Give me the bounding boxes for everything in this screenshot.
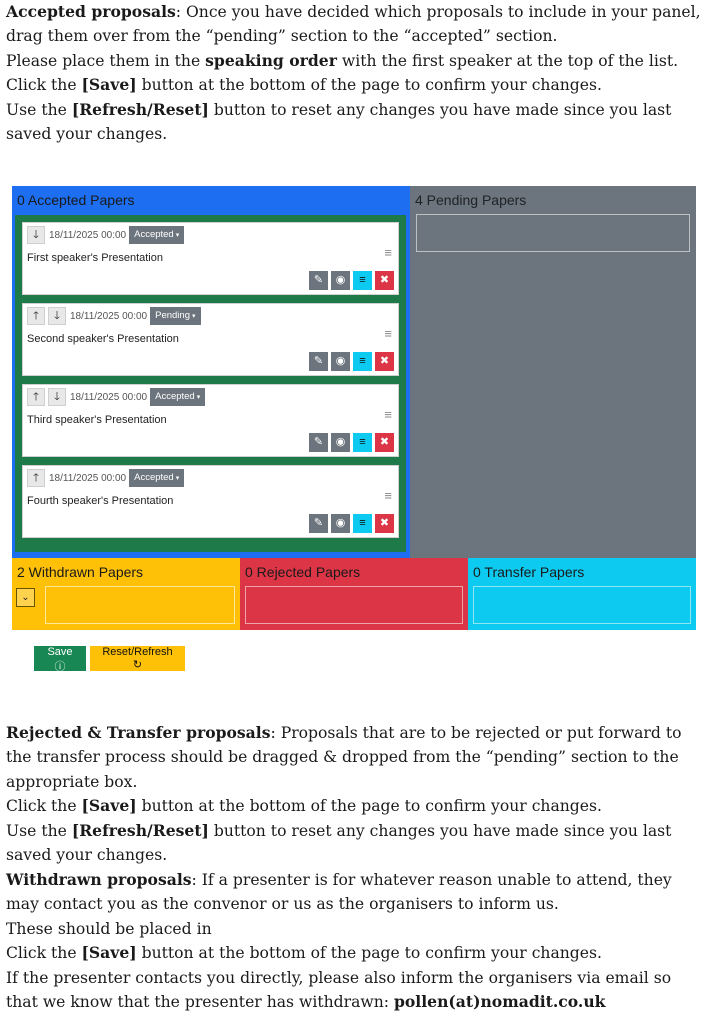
edit-button[interactable]: [309, 271, 328, 290]
close-icon: ✖: [379, 274, 390, 286]
pencil-icon: ✎: [313, 436, 324, 448]
card-actions: [309, 433, 394, 452]
paper-card[interactable]: [22, 384, 399, 457]
with-line-1-text: : If a presenter is for whatever reason unable to attend, they may contact you as the convenor or us as the organisers to inform us.: [6, 871, 672, 914]
intro-line-1: [6, 0, 706, 49]
list-icon: ≡: [359, 274, 366, 286]
pencil-icon: ✎: [313, 355, 324, 367]
with-lead: Withdrawn proposals: [6, 870, 192, 889]
view-button[interactable]: [331, 352, 350, 371]
rej-line-2-pre: Click the: [6, 797, 82, 816]
card-title: Second speaker's Presentation: [27, 333, 179, 345]
drag-handle-icon[interactable]: ≡: [384, 245, 392, 260]
list-icon: ≡: [359, 517, 366, 529]
intro-line-4-post: button to reset any changes you have made since you last saved your changes.: [6, 100, 672, 144]
arrow-up-icon: 🡑: [33, 472, 39, 484]
withdrawn-instructions: [6, 868, 706, 1014]
status-label: Accepted: [134, 229, 174, 240]
rej-line-3-bold: [Refresh/Reset]: [71, 820, 209, 840]
close-icon: ✖: [379, 436, 390, 448]
card-date: 18/11/2025 00:00: [70, 391, 148, 403]
arrow-down-icon: 🡓: [33, 229, 39, 241]
rej-line-1-text: : Proposals that are to be rejected or put forward to the transfer process should be dragged & dropped from the “pending” section to the appropriate box.: [6, 724, 682, 791]
status-dropdown[interactable]: [129, 226, 184, 244]
rej-line-3-post: button to reset any changes you have made since you last saved your changes.: [6, 821, 672, 865]
card-meta: [27, 307, 201, 325]
with-line-2: These should be placed in: [6, 919, 212, 938]
intro-lead: Accepted proposals: [6, 2, 176, 21]
card-title: Third speaker's Presentation: [27, 414, 167, 426]
rej-line-1: [6, 721, 706, 794]
eye-icon: ◉: [335, 436, 346, 448]
details-button[interactable]: [353, 352, 372, 371]
status-dropdown[interactable]: [150, 388, 205, 406]
pending-column-title: 4 Pending Papers: [415, 192, 527, 208]
delete-button[interactable]: [375, 352, 394, 371]
pencil-icon: ✎: [313, 274, 324, 286]
rej-line-2: [6, 794, 706, 818]
organiser-email: pollen(at)nomadit.co.uk: [394, 992, 606, 1012]
card-title: First speaker's Presentation: [27, 252, 163, 264]
delete-button[interactable]: [375, 433, 394, 452]
rej-line-2-post: button at the bottom of the page to confirm your changes.: [136, 797, 602, 816]
pencil-icon: ✎: [313, 517, 324, 529]
edit-button[interactable]: [309, 352, 328, 371]
rej-lead: Rejected & Transfer proposals: [6, 723, 271, 742]
drag-handle-icon[interactable]: ≡: [384, 326, 392, 341]
eye-icon: ◉: [335, 355, 346, 367]
close-icon: ✖: [379, 355, 390, 367]
status-label: Pending: [155, 310, 190, 321]
intro-line-2: [6, 49, 706, 73]
move-down-button[interactable]: [48, 388, 66, 406]
view-button[interactable]: [331, 514, 350, 533]
card-actions: [309, 271, 394, 290]
caret-down-icon: ▾: [191, 313, 196, 320]
intro-line-4-bold: [Refresh/Reset]: [71, 99, 209, 119]
rejected-transfer-instructions: [6, 721, 706, 867]
intro-line-2-bold: speaking order: [205, 50, 337, 70]
arrow-up-icon: 🡑: [33, 391, 39, 403]
with-line-4-pre: If the presenter contacts you directly, please also inform the organisers via email so that we know that the presenter has withdrawn:: [6, 968, 672, 1012]
view-button[interactable]: [331, 433, 350, 452]
with-line-4: [6, 966, 706, 1015]
eye-icon: ◉: [335, 517, 346, 529]
move-down-button[interactable]: [48, 307, 66, 325]
chevron-down-icon: ⌄: [21, 592, 30, 603]
transfer-column-title: 0 Transfer Papers: [473, 564, 585, 580]
close-icon: ✖: [379, 517, 390, 529]
rej-line-2-bold: [Save]: [81, 796, 137, 816]
intro-line-2-post: with the first speaker at the top of the list.: [336, 51, 679, 70]
save-button[interactable]: Save ⓘ: [34, 646, 86, 671]
arrow-down-icon: 🡓: [54, 391, 60, 403]
details-button[interactable]: [353, 433, 372, 452]
card-actions: [309, 514, 394, 533]
delete-button[interactable]: [375, 271, 394, 290]
rej-line-3: [6, 819, 706, 868]
intro-line-3: [6, 73, 706, 97]
rej-line-3-pre: Use the: [6, 821, 72, 840]
paper-card[interactable]: [22, 465, 399, 538]
intro-line-3-post: button at the bottom of the page to confirm your changes.: [136, 76, 602, 95]
intro-line-3-bold: [Save]: [81, 75, 137, 95]
withdrawn-column-title: 2 Withdrawn Papers: [17, 564, 144, 580]
accepted-column-title: 0 Accepted Papers: [17, 192, 135, 208]
edit-button[interactable]: [309, 514, 328, 533]
expand-withdrawn-button[interactable]: [16, 588, 35, 607]
list-icon: ≡: [359, 355, 366, 367]
card-date: 18/11/2025 00:00: [70, 310, 148, 322]
with-line-3: [6, 941, 706, 965]
card-title: Fourth speaker's Presentation: [27, 495, 174, 507]
paper-card[interactable]: [22, 222, 399, 295]
caret-down-icon: ▾: [175, 475, 180, 482]
move-up-button[interactable]: [27, 388, 45, 406]
pending-dropzone[interactable]: [416, 214, 690, 252]
edit-button[interactable]: [309, 433, 328, 452]
details-button[interactable]: [353, 271, 372, 290]
arrow-up-icon: 🡑: [33, 310, 39, 322]
card-meta: [27, 226, 184, 244]
status-label: Accepted: [134, 472, 174, 483]
withdrawn-column[interactable]: [12, 558, 240, 630]
reset-refresh-button[interactable]: Reset/Refresh ↻: [90, 646, 185, 671]
intro-line-4-pre: Use the: [6, 100, 72, 119]
with-line-3-bold: [Save]: [81, 943, 137, 963]
with-line-3-post: button at the bottom of the page to confirm your changes.: [136, 944, 602, 963]
list-icon: ≡: [359, 436, 366, 448]
pending-column[interactable]: [410, 186, 696, 558]
intro-line-3-pre: Click the: [6, 76, 82, 95]
with-line-3-pre: Click the: [6, 944, 82, 963]
move-up-button[interactable]: [27, 469, 45, 487]
move-up-button[interactable]: [27, 307, 45, 325]
caret-down-icon: ▾: [175, 232, 180, 239]
transfer-column[interactable]: [468, 558, 696, 630]
card-meta: [27, 388, 205, 406]
intro-line-1-text: : Once you have decided which proposals to include in your panel, drag them over from the “pending” section to the “accepted” section.: [6, 3, 701, 46]
delete-button[interactable]: [375, 514, 394, 533]
caret-down-icon: ▾: [196, 394, 201, 401]
rejected-column-title: 0 Rejected Papers: [245, 564, 361, 580]
paper-card[interactable]: [22, 303, 399, 376]
drag-handle-icon[interactable]: ≡: [384, 407, 392, 422]
transfer-dropzone[interactable]: [473, 586, 691, 624]
arrow-down-icon: 🡓: [54, 310, 60, 322]
status-dropdown[interactable]: [150, 307, 200, 325]
intro-line-2-pre: Please place them in the: [6, 51, 206, 70]
card-actions: [309, 352, 394, 371]
view-button[interactable]: [331, 271, 350, 290]
status-label: Accepted: [155, 391, 195, 402]
intro-instructions: [6, 0, 706, 146]
card-date: 18/11/2025 00:00: [49, 472, 127, 484]
card-meta: [27, 469, 184, 487]
drag-handle-icon[interactable]: ≡: [384, 488, 392, 503]
rejected-dropzone[interactable]: [245, 586, 463, 624]
eye-icon: ◉: [335, 274, 346, 286]
withdrawn-dropzone[interactable]: [45, 586, 235, 624]
with-line-1: [6, 868, 706, 917]
move-down-button[interactable]: [27, 226, 45, 244]
accepted-dropzone[interactable]: [15, 215, 406, 552]
rejected-column[interactable]: [240, 558, 468, 630]
card-date: 18/11/2025 00:00: [49, 229, 127, 241]
intro-line-4: [6, 98, 706, 147]
status-dropdown[interactable]: [129, 469, 184, 487]
details-button[interactable]: [353, 514, 372, 533]
accepted-column[interactable]: [12, 186, 410, 558]
